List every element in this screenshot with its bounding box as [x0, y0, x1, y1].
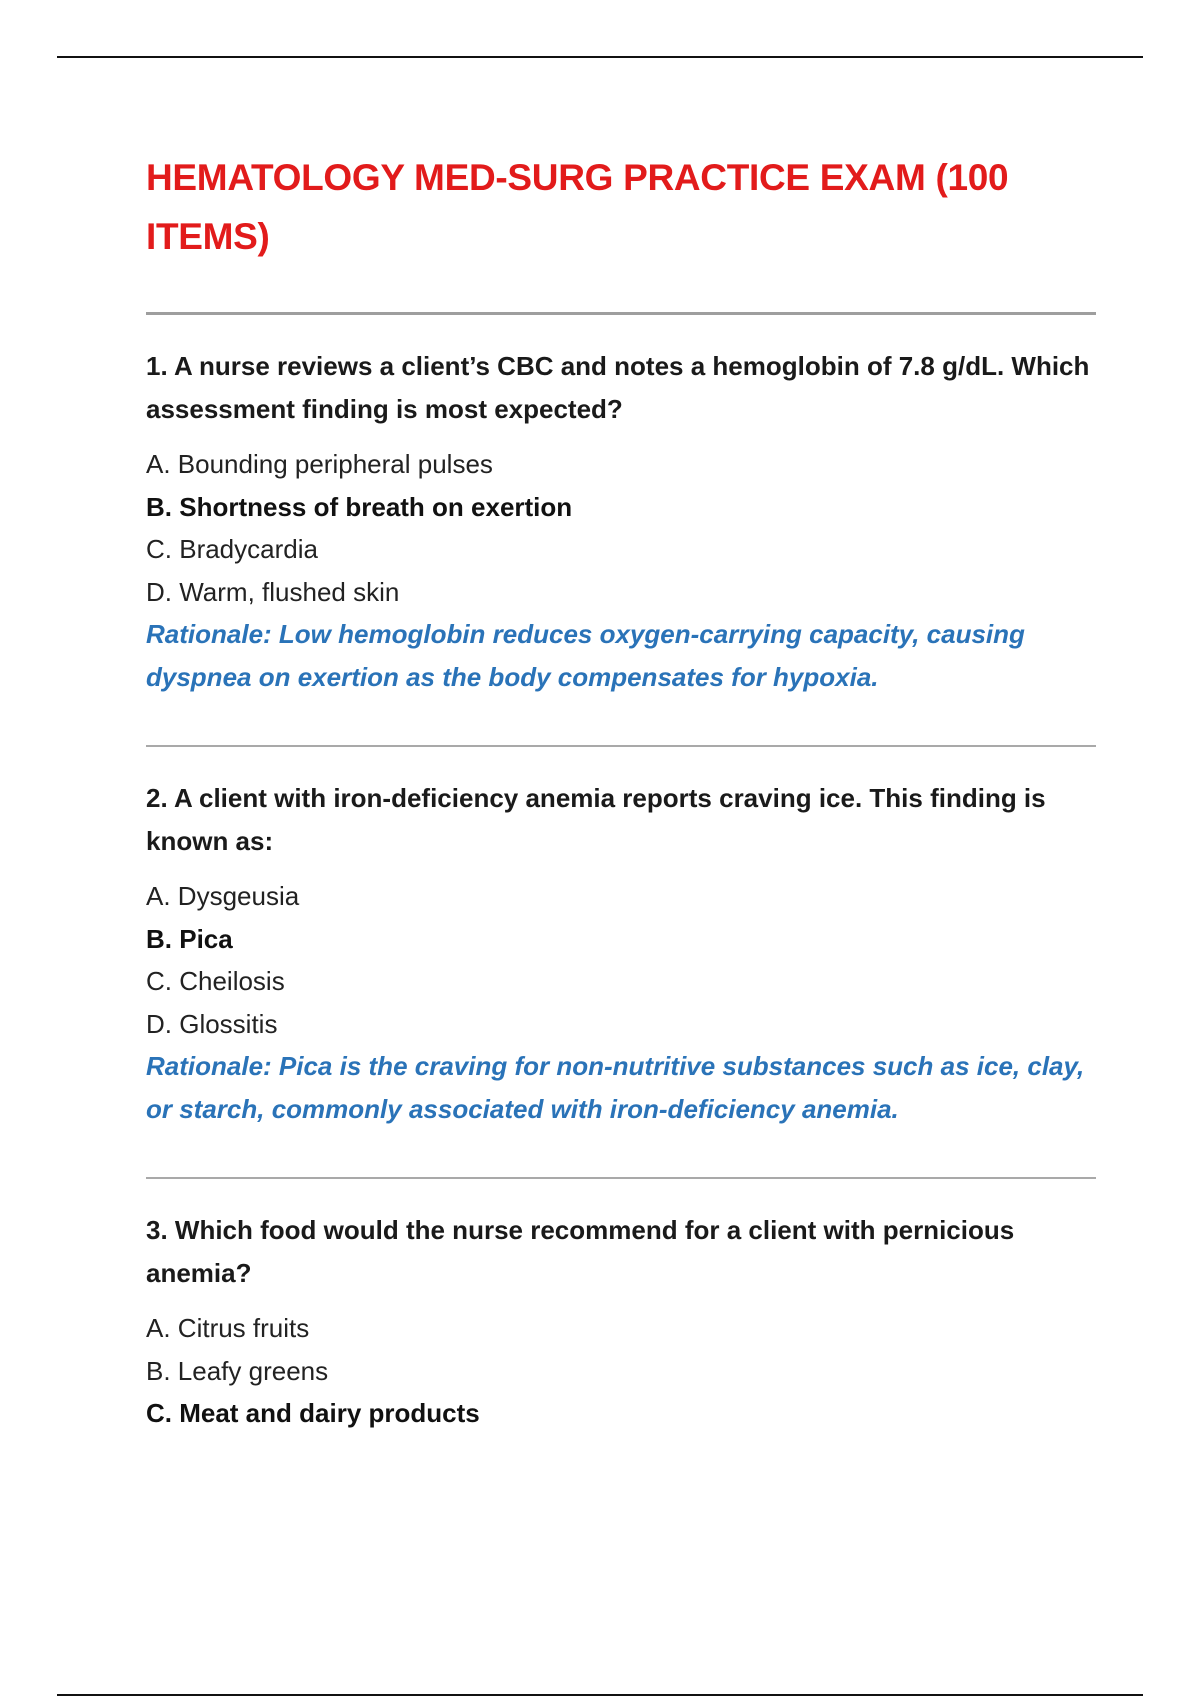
question-text: 1. A nurse reviews a client’s CBC and notes a hemoglobin of 7.8 g/dL. Which assessment finding is most expected? — [146, 351, 1090, 424]
question-3 — [146, 1209, 1096, 1435]
option-d: D. Glossitis — [146, 1008, 278, 1039]
option-a: A. Dysgeusia — [146, 881, 300, 911]
exam-title: HEMATOLOGY MED-SURG PRACTICE EXAM (100 ITEMS) — [146, 157, 1009, 257]
rationale: Rationale: Low hemoglobin reduces oxygen-carrying capacity, causing dyspnea on exertion as the body compensates for hypoxia. — [146, 619, 1025, 692]
option-b-correct: B. Pica — [146, 923, 233, 954]
question-divider — [146, 1177, 1096, 1179]
question-2 — [146, 777, 1096, 1130]
question-text: 3. Which food would the nurse recommend for a client with pernicious anemia? — [146, 1215, 1015, 1288]
page-bottom-rule — [57, 1694, 1143, 1696]
option-d: D. Warm, flushed skin — [146, 576, 400, 607]
question-1 — [146, 345, 1096, 698]
option-b-correct: B. Shortness of breath on exertion — [146, 491, 573, 522]
option-a: A. Bounding peripheral pulses — [146, 449, 493, 479]
page-top-rule — [57, 56, 1143, 58]
option-c-correct: C. Meat and dairy products — [146, 1398, 480, 1428]
option-a: A. Citrus fruits — [146, 1313, 310, 1343]
question-divider — [146, 745, 1096, 747]
title-divider — [146, 312, 1096, 315]
rationale: Rationale: Pica is the craving for non-nutritive substances such as ice, clay, or starch, commonly associated with iron-deficiency anemia. — [146, 1051, 1085, 1124]
question-text: 2. A client with iron-deficiency anemia reports craving ice. This finding is known as: — [146, 783, 1046, 856]
document-body — [146, 148, 1096, 1435]
option-c: C. Bradycardia — [146, 534, 318, 564]
option-b: B. Leafy greens — [146, 1355, 329, 1386]
option-c: C. Cheilosis — [146, 966, 285, 996]
